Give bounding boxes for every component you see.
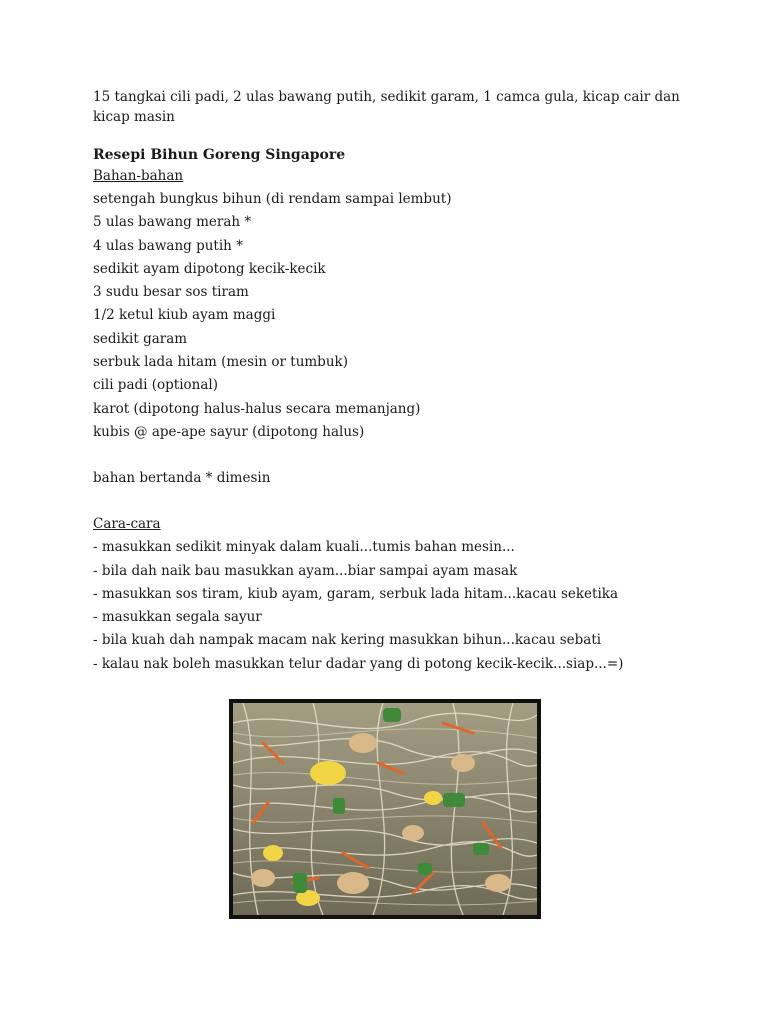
noodle-dish-image: [233, 703, 537, 915]
steps-heading: Cara-cara: [93, 516, 161, 533]
ingredients-list: [93, 188, 683, 444]
step-item: - masukkan sos tiram, kiub ayam, garam, serbuk lada hitam...kacau seketika: [93, 585, 619, 602]
ingredient-item: sedikit ayam dipotong kecik-kecik: [93, 260, 326, 277]
step-item: - masukkan sedikit minyak dalam kuali...tumis bahan mesin...: [93, 539, 515, 556]
step-item: - kalau nak boleh masukkan telur dadar yang di potong kecik-kecik...siap...=): [93, 655, 624, 672]
food-photo: [229, 699, 541, 919]
ingredient-item: karot (dipotong halus-halus secara memanjang): [93, 400, 421, 417]
ingredient-item: serbuk lada hitam (mesin or tumbuk): [93, 354, 348, 371]
ingredient-item: 5 ulas bawang merah *: [93, 214, 252, 231]
step-item: - masukkan segala sayur: [93, 609, 262, 626]
ingredient-item: kubis @ ape-ape sayur (dipotong halus): [93, 423, 365, 440]
ingredients-note: bahan bertanda * dimesin: [93, 470, 271, 487]
ingredient-item: sedikit garam: [93, 330, 188, 347]
ingredients-heading: Bahan-bahan: [93, 168, 184, 184]
steps-list: [93, 536, 683, 676]
recipe-title: Resepi Bihun Goreng Singapore: [93, 147, 346, 163]
document-page: [93, 87, 683, 676]
ingredient-item: cili padi (optional): [93, 377, 218, 394]
step-item: - bila dah naik bau masukkan ayam...biar sampai ayam masak: [93, 562, 518, 579]
ingredient-item: 4 ulas bawang putih *: [93, 237, 243, 254]
ingredient-item: 1/2 ketul kiub ayam maggi: [93, 307, 276, 324]
intro-text: 15 tangkai cili padi, 2 ulas bawang putih, sedikit garam, 1 camca gula, kicap cair dan kicap masin: [93, 89, 680, 125]
ingredient-item: setengah bungkus bihun (di rendam sampai lembut): [93, 191, 452, 207]
step-item: - bila kuah dah nampak macam nak kering masukkan bihun...kacau sebati: [93, 632, 602, 649]
ingredient-item: 3 sudu besar sos tiram: [93, 284, 249, 301]
